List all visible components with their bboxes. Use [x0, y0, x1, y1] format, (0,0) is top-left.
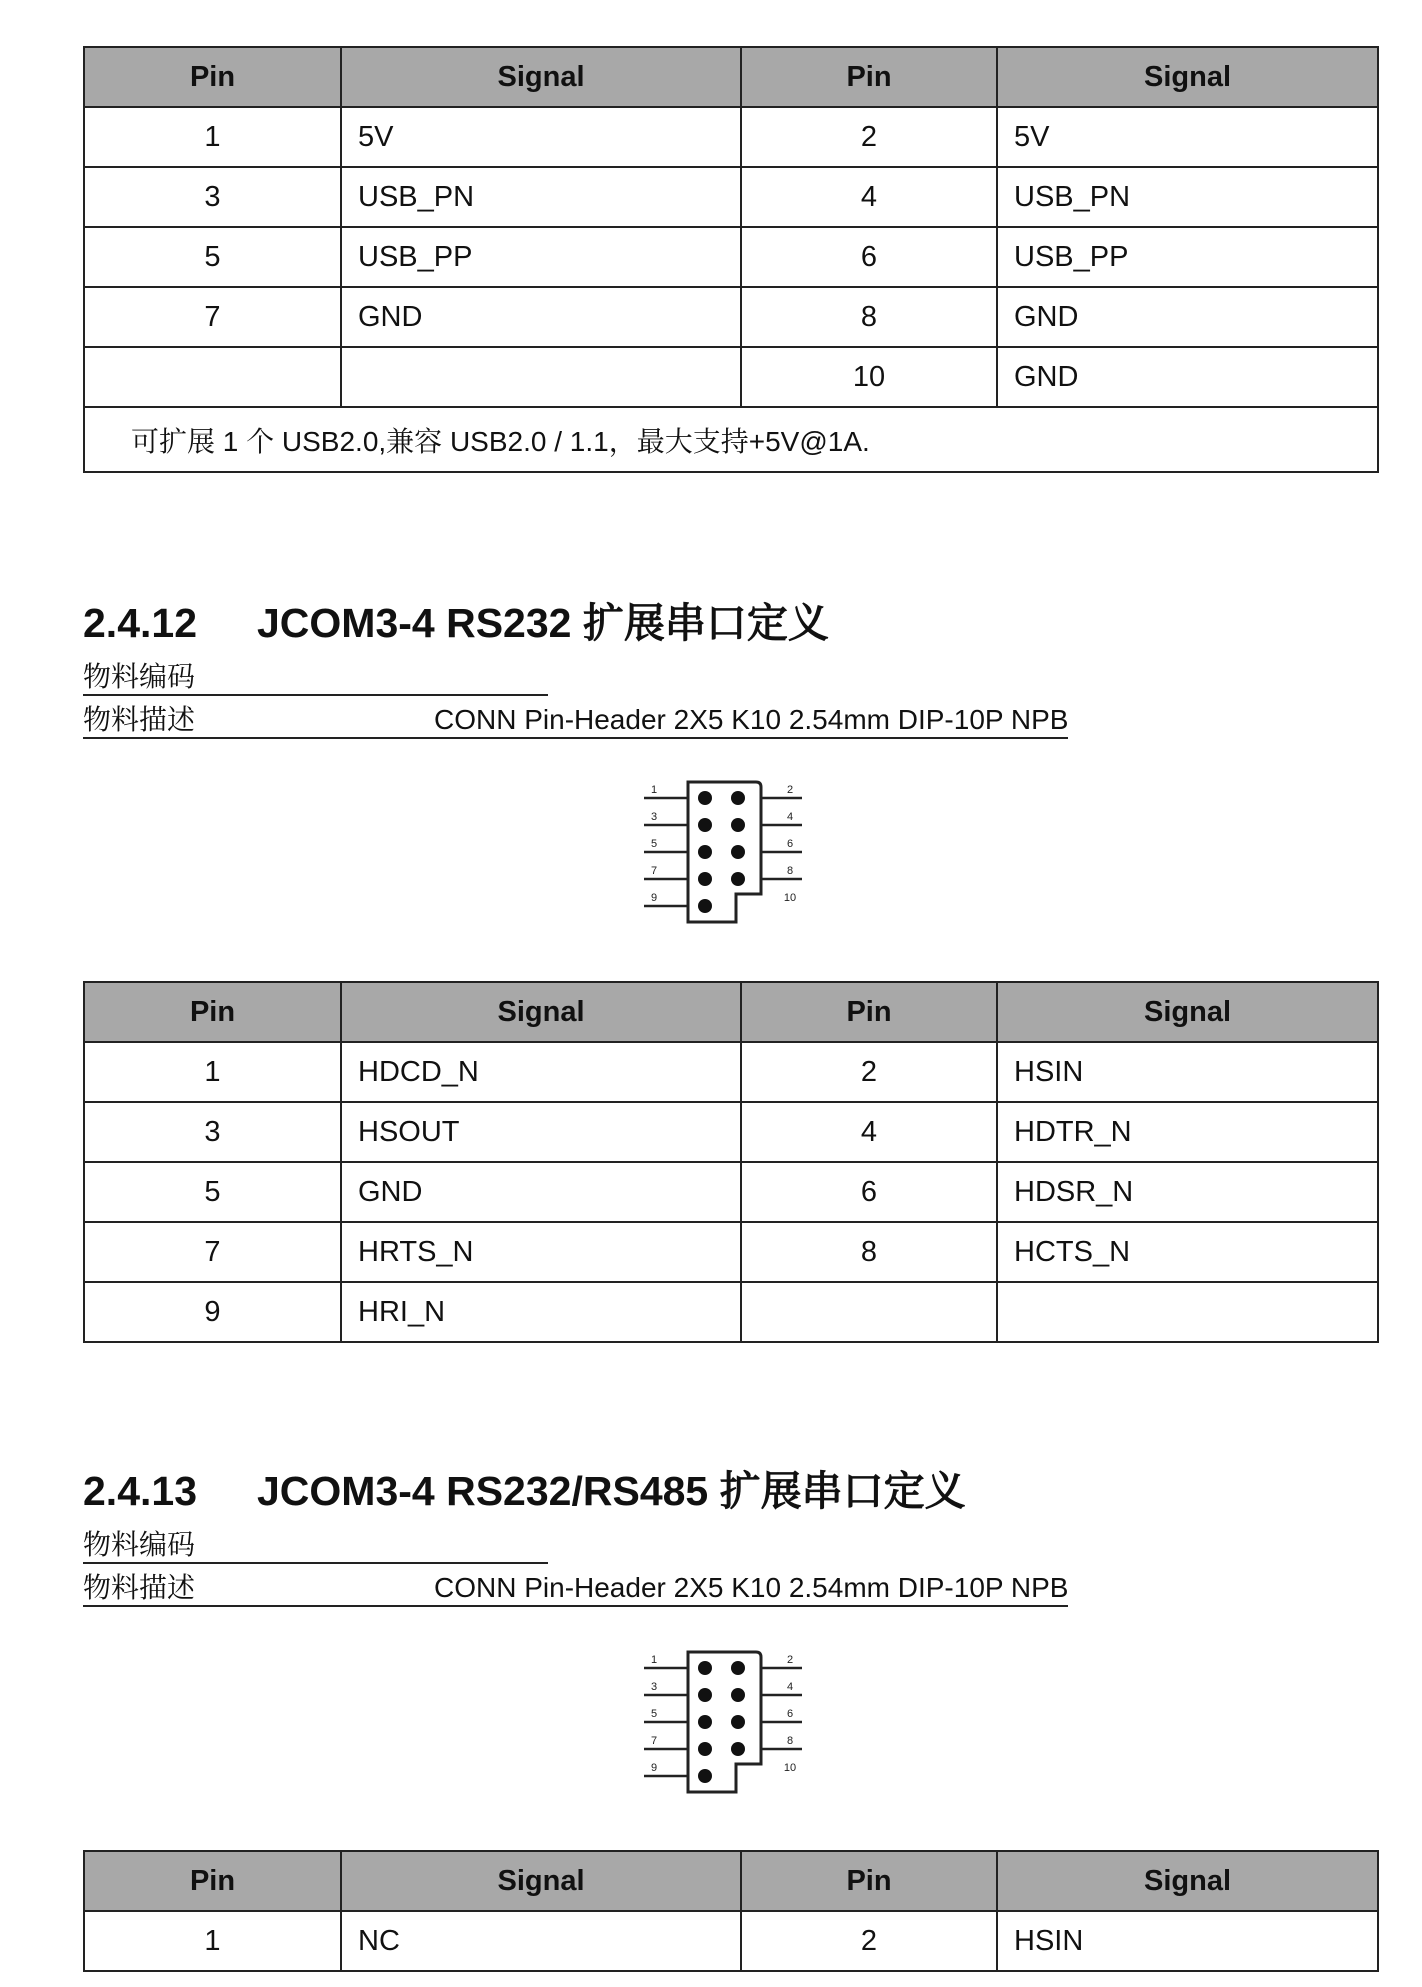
pin-header: Pin	[84, 47, 341, 107]
signal-header: Signal	[997, 1851, 1378, 1911]
pin-dot	[698, 818, 712, 832]
pin-cell: 8	[741, 287, 997, 347]
pin-cell: 9	[84, 1282, 341, 1342]
pin-dot	[731, 1742, 745, 1756]
pin-dot	[698, 1742, 712, 1756]
pin-cell: 6	[741, 227, 997, 287]
signal-cell: USB_PN	[341, 167, 741, 227]
pin-number-label: 4	[786, 811, 794, 823]
signal-cell: 5V	[341, 107, 741, 167]
pin-number-label: 7	[650, 865, 658, 877]
pin-dot	[731, 818, 745, 832]
table-row	[84, 1162, 1378, 1222]
signal-header: Signal	[997, 47, 1378, 107]
pin-cell: 2	[741, 1911, 997, 1971]
pin-number-label: 1	[650, 784, 658, 796]
pin-header: Pin	[84, 1851, 341, 1911]
table-note: 可扩展 1 个 USB2.0,兼容 USB2.0 / 1.1，最大支持+5V@1A.	[84, 407, 1378, 472]
section-number: 2.4.13	[83, 1468, 197, 1514]
pin-dot	[698, 1661, 712, 1675]
rs232-rs485-pin-table	[83, 1850, 1379, 1972]
material-desc-label: 物料描述	[83, 704, 196, 735]
section-title: JCOM3-4 RS232/RS485 扩展串口定义	[257, 1468, 966, 1514]
signal-cell: HRTS_N	[341, 1222, 741, 1282]
signal-header: Signal	[341, 982, 741, 1042]
pin-dot	[731, 872, 745, 886]
pin-number-label: 9	[650, 1762, 658, 1774]
pin-dot	[731, 1715, 745, 1729]
material-code-line	[83, 1528, 548, 1564]
table-header-row	[84, 1851, 1378, 1911]
usb-pin-table	[83, 46, 1379, 473]
signal-cell: NC	[341, 1911, 741, 1971]
pin-cell: 1	[84, 107, 341, 167]
signal-header: Signal	[997, 982, 1378, 1042]
pin-cell: 4	[741, 1102, 997, 1162]
signal-cell: HSIN	[997, 1911, 1378, 1971]
signal-cell: HDSR_N	[997, 1162, 1378, 1222]
pin-number-label: 10	[783, 892, 797, 904]
table-header-row	[84, 47, 1378, 107]
signal-cell: HRI_N	[341, 1282, 741, 1342]
pin-cell: 3	[84, 1102, 341, 1162]
material-code-label: 物料编码	[83, 1529, 196, 1560]
table-row	[84, 227, 1378, 287]
table-row	[84, 287, 1378, 347]
material-desc-label: 物料描述	[83, 1572, 196, 1603]
pin-dot	[698, 845, 712, 859]
rs232-pin-table	[83, 981, 1379, 1343]
pin-cell: 8	[741, 1222, 997, 1282]
pin-dot	[731, 791, 745, 805]
pin-dot	[731, 1661, 745, 1675]
pin-number-label: 2	[786, 1654, 794, 1666]
material-desc-value: CONN Pin-Header 2X5 K10 2.54mm DIP-10P NPB	[434, 1572, 1069, 1603]
signal-cell: GND	[997, 287, 1378, 347]
pin-cell: 2	[741, 1042, 997, 1102]
pin-number-label: 8	[786, 865, 794, 877]
pin-dot	[698, 899, 712, 913]
pin-number-label: 7	[650, 1735, 658, 1747]
signal-cell: GND	[341, 287, 741, 347]
material-code-label: 物料编码	[83, 661, 196, 692]
pin-number-label: 9	[650, 892, 658, 904]
table-row	[84, 347, 1378, 407]
signal-cell: USB_PP	[997, 227, 1378, 287]
pin-cell: 5	[84, 1162, 341, 1222]
pin-header-diagram	[628, 1640, 822, 1806]
section-heading	[83, 1458, 966, 1517]
pin-cell	[84, 347, 341, 407]
pin-cell	[741, 1282, 997, 1342]
signal-cell: GND	[997, 347, 1378, 407]
pin-number-label: 4	[786, 1681, 794, 1693]
pin-number-label: 1	[650, 1654, 658, 1666]
material-desc-line	[83, 1571, 1068, 1607]
pin-number-label: 6	[786, 1708, 794, 1720]
pin-cell: 2	[741, 107, 997, 167]
material-code-line	[83, 660, 548, 696]
signal-cell: 5V	[997, 107, 1378, 167]
pin-cell: 4	[741, 167, 997, 227]
pin-number-label: 3	[650, 811, 658, 823]
signal-cell: HDTR_N	[997, 1102, 1378, 1162]
pin-number-label: 5	[650, 838, 658, 850]
pin-cell: 10	[741, 347, 997, 407]
pin-cell: 1	[84, 1911, 341, 1971]
section-number: 2.4.12	[83, 600, 197, 646]
material-desc-value: CONN Pin-Header 2X5 K10 2.54mm DIP-10P NPB	[434, 704, 1069, 735]
pin-header: Pin	[84, 982, 341, 1042]
section-heading	[83, 590, 829, 649]
table-note-row	[84, 407, 1378, 472]
material-desc-line	[83, 703, 1068, 739]
pin-cell: 7	[84, 1222, 341, 1282]
pin-header-diagram	[628, 770, 822, 936]
table-row	[84, 1222, 1378, 1282]
signal-cell: USB_PN	[997, 167, 1378, 227]
pin-number-label: 5	[650, 1708, 658, 1720]
signal-cell	[997, 1282, 1378, 1342]
signal-cell: HSOUT	[341, 1102, 741, 1162]
signal-header: Signal	[341, 47, 741, 107]
signal-cell: GND	[341, 1162, 741, 1222]
table-row	[84, 1102, 1378, 1162]
pin-header: Pin	[741, 1851, 997, 1911]
pin-cell: 7	[84, 287, 341, 347]
pin-number-label: 10	[783, 1762, 797, 1774]
table-row	[84, 1282, 1378, 1342]
pin-number-label: 2	[786, 784, 794, 796]
signal-cell: HDCD_N	[341, 1042, 741, 1102]
signal-cell: HCTS_N	[997, 1222, 1378, 1282]
table-row	[84, 107, 1378, 167]
section-title: JCOM3-4 RS232 扩展串口定义	[257, 600, 829, 646]
pin-header: Pin	[741, 982, 997, 1042]
pin-dot	[698, 791, 712, 805]
table-row	[84, 167, 1378, 227]
pin-cell: 6	[741, 1162, 997, 1222]
table-header-row	[84, 982, 1378, 1042]
signal-header: Signal	[341, 1851, 741, 1911]
pin-dot	[698, 1715, 712, 1729]
pin-dot	[731, 845, 745, 859]
signal-cell	[341, 347, 741, 407]
pin-dot	[698, 1688, 712, 1702]
table-row	[84, 1911, 1378, 1971]
pin-cell: 1	[84, 1042, 341, 1102]
pin-number-label: 8	[786, 1735, 794, 1747]
pin-dot	[698, 1769, 712, 1783]
pin-number-label: 6	[786, 838, 794, 850]
pin-cell: 5	[84, 227, 341, 287]
pin-dot	[731, 1688, 745, 1702]
pin-dot	[698, 872, 712, 886]
pin-header: Pin	[741, 47, 997, 107]
pin-number-label: 3	[650, 1681, 658, 1693]
pin-cell: 3	[84, 167, 341, 227]
signal-cell: HSIN	[997, 1042, 1378, 1102]
table-row	[84, 1042, 1378, 1102]
signal-cell: USB_PP	[341, 227, 741, 287]
